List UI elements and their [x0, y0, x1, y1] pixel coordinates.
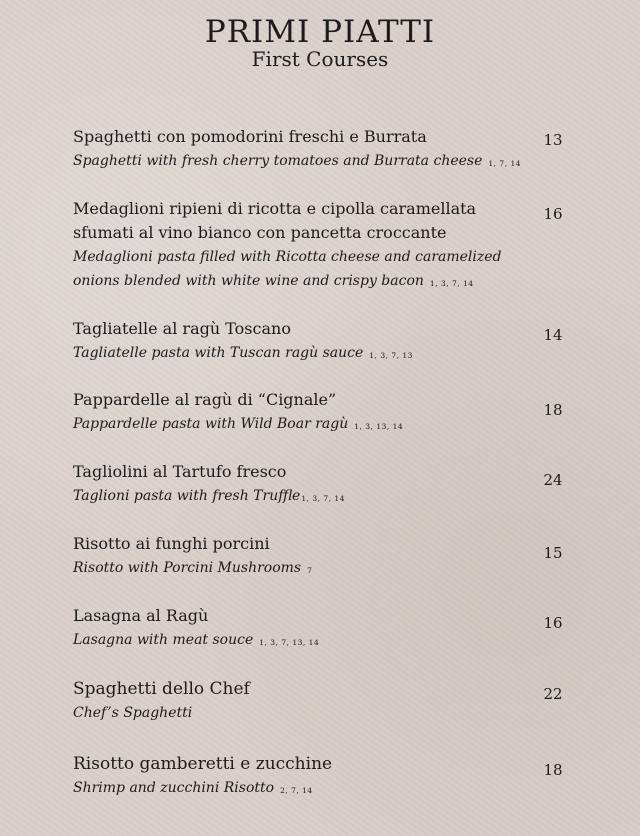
item-description — [73, 484, 573, 511]
allergen-codes: 1, 3, 7, 14 — [301, 494, 345, 503]
menu-header — [0, 14, 640, 70]
menu-item-spaghetti-chef — [73, 677, 573, 725]
item-description-text: Taglioni pasta with fresh Truffle — [73, 488, 301, 504]
item-price: 15 — [543, 544, 563, 562]
item-price: 16 — [543, 205, 563, 223]
allergen-codes: 1, 7, 14 — [488, 159, 522, 168]
item-name: Tagliatelle al ragù Toscano — [73, 319, 291, 338]
item-description — [73, 628, 573, 655]
allergen-codes: 7 — [307, 566, 313, 575]
menu-item-risotto-gamberetti — [73, 752, 573, 803]
item-description-text: Shrimp and zucchini Risotto — [73, 780, 275, 796]
item-description-text: Spaghetti with fresh cherry tomatoes and Burrata cheese — [73, 153, 483, 169]
menu-item-tagliatelle — [73, 317, 573, 368]
allergen-codes: 2, 7, 14 — [280, 786, 313, 795]
item-description-text: Pappardelle pasta with Wild Boar ragù — [73, 416, 349, 432]
allergen-codes: 1, 3, 13, 14 — [354, 422, 404, 431]
allergen-codes: 1, 3, 7, 13, 14 — [259, 638, 320, 647]
page-title: PRIMI PIATTI — [204, 14, 436, 50]
item-name: Tagliolini al Tartufo fresco — [73, 462, 287, 481]
item-description — [73, 341, 573, 368]
menu-item-medaglioni — [73, 197, 573, 296]
item-description-line-1: Medaglioni pasta filled with Ricotta cheese and caramelized — [73, 249, 502, 265]
page-subtitle: First Courses — [251, 47, 389, 71]
item-description-text: Risotto with Porcini Mushrooms — [73, 560, 302, 576]
item-price: 18 — [543, 761, 563, 779]
menu-item-risotto-porcini — [73, 532, 573, 583]
item-price: 22 — [543, 685, 563, 703]
menu-item-pappardelle — [73, 388, 573, 439]
allergen-codes: 1, 3, 7, 14 — [429, 279, 474, 288]
item-name: Pappardelle al ragù di “Cignale” — [73, 390, 337, 409]
item-name-line-1: Medaglioni ripieni di ricotta e cipolla caramellata — [73, 199, 477, 218]
item-price: 13 — [543, 131, 563, 149]
item-name: Spaghetti con pomodorini freschi e Burrata — [73, 127, 427, 146]
item-price: 16 — [543, 614, 563, 632]
item-name: Spaghetti dello Chef — [73, 679, 250, 699]
item-description — [73, 149, 573, 176]
menu-item-tagliolini — [73, 460, 573, 511]
menu-item-spaghetti-burrata — [73, 125, 573, 176]
allergen-codes: 1, 3, 7, 13 — [369, 351, 413, 360]
item-price: 24 — [543, 471, 563, 489]
item-description — [73, 776, 573, 803]
item-description-line-2: onions blended with white wine and crispy bacon — [73, 273, 424, 289]
item-description: Chef’s Spaghetti — [73, 705, 193, 721]
item-name-line-2: sfumati al vino bianco con pancetta croccante — [73, 223, 447, 242]
item-name: Risotto gamberetti e zucchine — [73, 754, 333, 774]
item-price: 14 — [543, 326, 563, 344]
item-name: Lasagna al Ragù — [73, 606, 209, 625]
item-description — [73, 556, 573, 583]
item-description-text: Lasagna with meat souce — [73, 632, 254, 648]
menu-item-lasagna — [73, 604, 573, 655]
item-description-text: Tagliatelle pasta with Tuscan ragù sauce — [73, 345, 364, 361]
item-price: 18 — [543, 401, 563, 419]
item-description — [73, 412, 573, 439]
item-description — [73, 269, 573, 296]
item-name: Risotto ai funghi porcini — [73, 534, 270, 553]
